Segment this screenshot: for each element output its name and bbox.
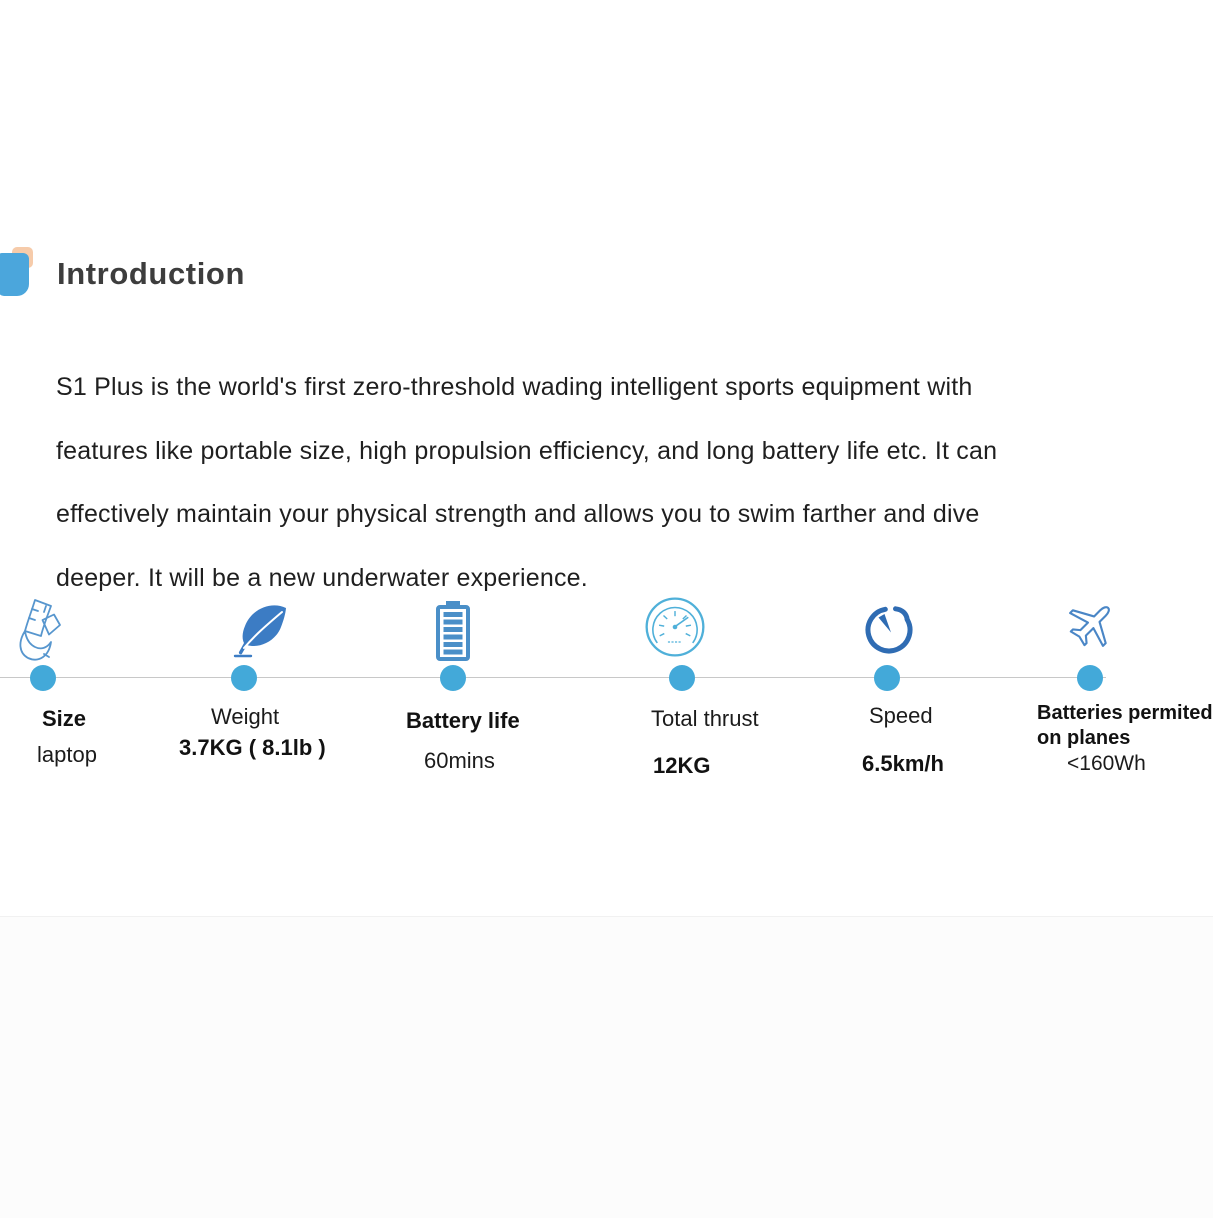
feature-value-thrust: 12KG [653, 753, 711, 778]
feature-value-speed: 6.5km/h [862, 751, 944, 776]
intro-line: features like portable size, high propulsion efficiency, and long battery life etc. It can [56, 436, 998, 465]
timeline-line [0, 677, 1106, 678]
intro-line: deeper. It will be a new underwater experience. [56, 563, 588, 592]
feature-label-thrust: Total thrust [651, 706, 759, 731]
feather-icon [232, 600, 294, 665]
timeline-dot [874, 665, 900, 691]
feature-value-planes: <160Wh [1067, 752, 1146, 775]
feature-label-weight: Weight [211, 704, 280, 729]
feature-value-weight: 3.7KG ( 8.1lb ) [179, 735, 326, 760]
timeline-dot [30, 665, 56, 691]
timeline-dot [669, 665, 695, 691]
section-title: Introduction [57, 256, 245, 291]
timeline-dot [1077, 665, 1103, 691]
accent-square-blue [0, 253, 29, 296]
tape-measure-icon [8, 596, 64, 667]
gauge-icon [644, 596, 706, 663]
airplane-icon [1062, 596, 1120, 659]
intro-paragraph [56, 356, 1086, 610]
feature-value-battery: 60mins [424, 748, 495, 773]
section-divider-band [0, 916, 1213, 1218]
timeline-dot [231, 665, 257, 691]
feature-value-size: laptop [37, 742, 97, 767]
timeline-dot [440, 665, 466, 691]
feature-label-size: Size [42, 706, 87, 731]
timer-icon [862, 598, 916, 663]
battery-icon [435, 601, 471, 666]
feature-label-planes: Batteries permited on planes [1037, 702, 1213, 749]
feature-label-speed: Speed [869, 703, 933, 728]
intro-line: S1 Plus is the world's first zero-threshold wading intelligent sports equipment with [56, 373, 973, 401]
intro-line: effectively maintain your physical strength and allows you to swim farther and dive [56, 500, 980, 528]
feature-label-battery: Battery life [406, 708, 520, 733]
